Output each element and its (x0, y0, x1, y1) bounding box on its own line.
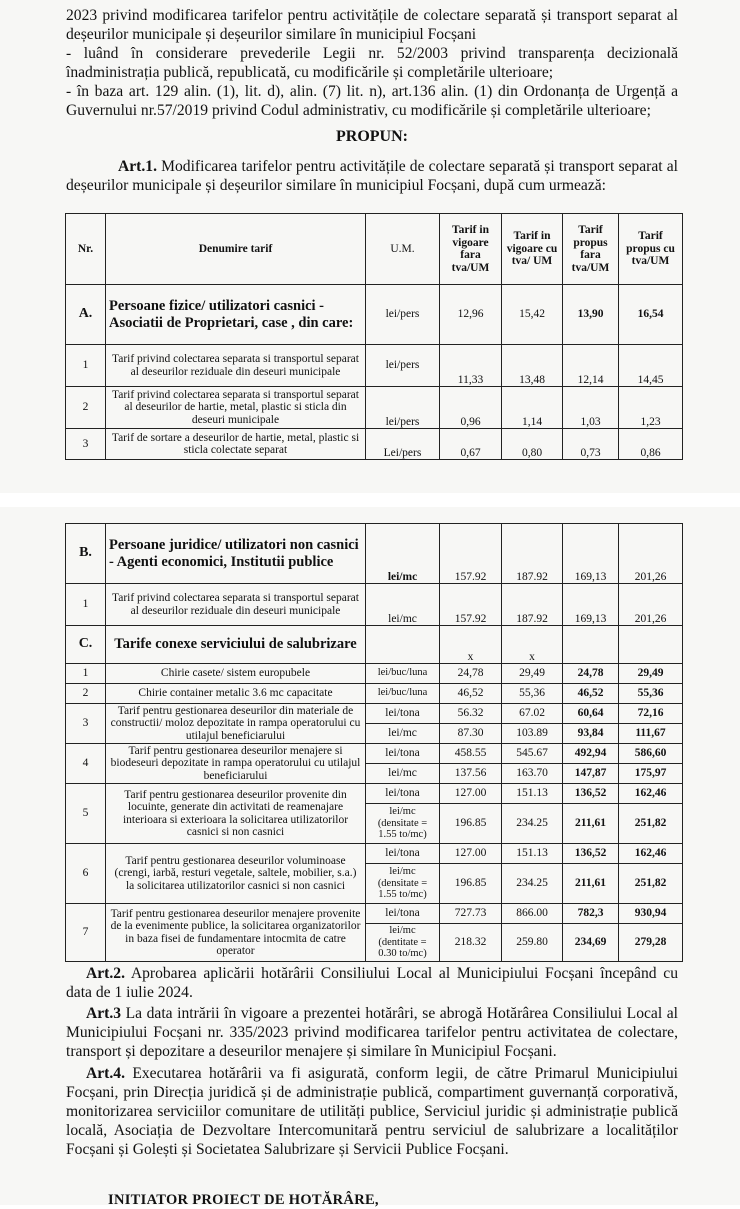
section-c-v1: x (440, 626, 502, 664)
row-a1-nr: 1 (66, 345, 106, 387)
row-c1-v3: 24,78 (563, 664, 619, 684)
row-c4-v2-a: 545.67 (502, 744, 563, 764)
row-c3-nr: 3 (66, 704, 106, 744)
row-c4-v4-b: 175,97 (619, 764, 683, 784)
row-c7-um-a: lei/tona (366, 904, 440, 924)
row-c6-v2-b: 234.25 (502, 864, 563, 904)
row-c5-um-b: lei/mc (densitate = 1.55 to/mc) (366, 804, 440, 844)
row-a2-nr: 2 (66, 387, 106, 429)
section-a-nr: A. (66, 285, 106, 345)
row-b1-den: Tarif privind colectarea separata si transportul separat al deseurilor reziduale din deseuri municipale (106, 584, 366, 626)
row-c3-v1-a: 56.32 (440, 704, 502, 724)
initiator-signature-heading: INITIATOR PROIECT DE HOTĂRÂRE, (108, 1192, 379, 1208)
section-b-v3: 169,13 (563, 524, 619, 584)
section-a-um: lei/pers (366, 285, 440, 345)
row-c5-v3-b: 211,61 (563, 804, 619, 844)
row-c4-um-a: lei/tona (366, 744, 440, 764)
document-page-top (0, 0, 740, 493)
row-c7-v3-b: 234,69 (563, 924, 619, 962)
row-c2-den: Chirie container metalic 3.6 mc capacitate (106, 684, 366, 704)
header-tarif-propus-fara-tva: Tarif propus fara tva/UM (563, 214, 619, 285)
row-c2-nr: 2 (66, 684, 106, 704)
row-c5-v2-b: 234.25 (502, 804, 563, 844)
row-b1-v3: 169,13 (563, 584, 619, 626)
header-tarif-vigoare-cu-tva: Tarif in vigoare cu tva/ UM (502, 214, 563, 285)
document-page-bottom (0, 507, 740, 1205)
row-a2-um: lei/pers (366, 387, 440, 429)
row-c6-v1-b: 196.85 (440, 864, 502, 904)
row-c3-v3-b: 93,84 (563, 724, 619, 744)
row-c4-den: Tarif pentru gestionarea deseurilor menajere si biodeseuri depozitate in rampa operatorului cu utilajul beneficiarului (106, 744, 366, 784)
row-c4-v3-a: 492,94 (563, 744, 619, 764)
row-c1-um: lei/buc/luna (366, 664, 440, 684)
section-c-title: Tarife conexe serviciului de salubrizare (106, 626, 366, 664)
row-c1-den: Chirie casete/ sistem europubele (106, 664, 366, 684)
row-b1-v2: 187.92 (502, 584, 563, 626)
row-a1-v4: 14,45 (619, 345, 683, 387)
intro-line-3: - în baza art. 129 alin. (1), lit. d), alin. (7) lit. n), art.136 alin. (1) din Ordonanța de Urgență a Guvernului nr.57/2019 privind Codul administrativ, cu modificările și completările ulterioare; (66, 83, 678, 119)
article-4-text: Executarea hotărârii va fi asigurată, conform legii, de către Primarul Municipiului Focșani, prin Direcția juridică și de administrație publică, compartiment guvernanță corporativă, monitorizarea serviciilor comunitare de utilități publice, Serviciul juridic și administrație publică locală, Asociația de Dezvoltare Intercomunitară pentru serviciul de salubrizare a localităților Focșani și Golești și Societatea Salubrizare și Servicii Publice Focșani. (66, 1065, 678, 1158)
article-2 (66, 964, 678, 1002)
section-b-row (66, 524, 683, 584)
article-3 (66, 1004, 678, 1061)
row-c4-v3-b: 147,87 (563, 764, 619, 784)
tariff-table-part-1 (65, 213, 683, 460)
article-2-label: Art.2. (86, 965, 125, 982)
row-c2-v3: 46,52 (563, 684, 619, 704)
row-b1-v1: 157.92 (440, 584, 502, 626)
article-3-text: La data intrării în vigoare a prezentei hotărâri, se abrogă Hotărârea Consiliului Local al Municipiului Focșani nr. 335/2023 privind modificarea tarifelor pentru activitatea de colectare, transport și depozitare a deseurilor menajere și similare în Municipiul Focșani. (66, 1005, 678, 1060)
row-c3-v3-a: 60,64 (563, 704, 619, 724)
propun-heading: PROPUN: (336, 128, 408, 145)
article-2-text: Aprobarea aplicării hotărârii Consiliului Local al Municipiului Focșani începând cu data de 1 iulie 2024. (66, 965, 678, 1001)
row-c5-den: Tarif pentru gestionarea deseurilor provenite din locuinte, generate din activitati de reamenajare interioara si exterioara la solicitarea utilizatorilor casnici si non casnici (106, 784, 366, 844)
row-c7-v1-a: 727.73 (440, 904, 502, 924)
article-4-label: Art.4. (86, 1065, 125, 1082)
section-c-v4 (619, 626, 683, 664)
row-c2-v2: 55,36 (502, 684, 563, 704)
row-a3-v3: 0,73 (563, 429, 619, 460)
section-b-v2: 187.92 (502, 524, 563, 584)
row-c6-nr: 6 (66, 844, 106, 904)
row-c3-v2-b: 103.89 (502, 724, 563, 744)
row-a2-den: Tarif privind colectarea separata si transportul separat al deseurilor de hartie, metal, plastic si sticla din deseuri municipale (106, 387, 366, 429)
row-b1-nr: 1 (66, 584, 106, 626)
table-row (66, 664, 683, 684)
row-c1-v1: 24,78 (440, 664, 502, 684)
row-c3-um-b: lei/mc (366, 724, 440, 744)
row-a2-v1: 0,96 (440, 387, 502, 429)
row-c3-v4-b: 111,67 (619, 724, 683, 744)
header-tarif-vigoare-fara-tva: Tarif in vigoare fara tva/UM (440, 214, 502, 285)
table-row (66, 429, 683, 460)
table-row (66, 904, 683, 924)
intro-line-2: - luând în considerare prevederile Legii nr. 52/2003 privind transparența decizională înadministrația publică, republicată, cu modificările și completările ulterioare; (66, 45, 678, 81)
row-c2-um: lei/buc/luna (366, 684, 440, 704)
section-b-um: lei/mc (366, 524, 440, 584)
row-a1-v3: 12,14 (563, 345, 619, 387)
row-c6-v4-a: 162,46 (619, 844, 683, 864)
section-b-title: Persoane juridice/ utilizatori non casnici - Agenti economici, Institutii publice (106, 524, 366, 584)
row-a3-v4: 0,86 (619, 429, 683, 460)
row-c5-um-a: lei/tona (366, 784, 440, 804)
row-a1-v1: 11,33 (440, 345, 502, 387)
row-c4-v1-b: 137.56 (440, 764, 502, 784)
article-4 (66, 1064, 678, 1159)
table-row (66, 345, 683, 387)
row-c4-v1-a: 458.55 (440, 744, 502, 764)
row-a3-den: Tarif de sortare a deseurilor de hartie, metal, plastic si sticla colectate separat (106, 429, 366, 460)
section-b-v1: 157.92 (440, 524, 502, 584)
row-c6-den: Tarif pentru gestionarea deseurilor voluminoase (crengi, iarbă, resturi vegetale, saltele, mobilier, s.a.) la solicitarea utilizatorilor casnici si non casnici (106, 844, 366, 904)
row-c3-um-a: lei/tona (366, 704, 440, 724)
section-c-v2: x (502, 626, 563, 664)
section-a-v3: 13,90 (563, 285, 619, 345)
row-a1-v2: 13,48 (502, 345, 563, 387)
row-c1-v4: 29,49 (619, 664, 683, 684)
header-tarif-propus-cu-tva: Tarif propus cu tva/UM (619, 214, 683, 285)
row-c7-den: Tarif pentru gestionarea deseurilor menajere provenite de la evenimente publice, la solicitarea organizatorilor in baza fisei de fundamentare intocmita de catre operator (106, 904, 366, 962)
row-a3-um: Lei/pers (366, 429, 440, 460)
row-a2-v4: 1,23 (619, 387, 683, 429)
row-c3-v1-b: 87.30 (440, 724, 502, 744)
row-c6-um-a: lei/tona (366, 844, 440, 864)
row-c6-v3-a: 136,52 (563, 844, 619, 864)
section-c-um (366, 626, 440, 664)
row-c5-v1-a: 127.00 (440, 784, 502, 804)
row-c7-v4-b: 279,28 (619, 924, 683, 962)
row-c4-um-b: lei/mc (366, 764, 440, 784)
section-c-v3 (563, 626, 619, 664)
row-c6-v1-a: 127.00 (440, 844, 502, 864)
section-a-v1: 12,96 (440, 285, 502, 345)
row-a3-v1: 0,67 (440, 429, 502, 460)
row-c5-nr: 5 (66, 784, 106, 844)
row-b1-um: lei/mc (366, 584, 440, 626)
article-1-text: Modificarea tarifelor pentru activitățile de colectare separată și transport separat al deșeurilor municipale și deșeurilor similare în municipiul Focșani, după cum urmează: (66, 158, 678, 194)
section-c-nr: C. (66, 626, 106, 664)
row-c6-v3-b: 211,61 (563, 864, 619, 904)
row-c2-v4: 55,36 (619, 684, 683, 704)
tariff-table-part-2 (65, 523, 683, 962)
table-row (66, 684, 683, 704)
table-row (66, 387, 683, 429)
row-c1-nr: 1 (66, 664, 106, 684)
table-row (66, 704, 683, 724)
row-c7-v2-a: 866.00 (502, 904, 563, 924)
row-a3-v2: 0,80 (502, 429, 563, 460)
header-um: U.M. (366, 214, 440, 285)
row-a1-um: lei/pers (366, 345, 440, 387)
section-a-v2: 15,42 (502, 285, 563, 345)
row-a2-v2: 1,14 (502, 387, 563, 429)
section-a-v4: 16,54 (619, 285, 683, 345)
page-separator (0, 493, 740, 507)
row-c5-v3-a: 136,52 (563, 784, 619, 804)
section-a-row (66, 285, 683, 345)
row-c5-v4-b: 251,82 (619, 804, 683, 844)
section-a-title: Persoane fizice/ utilizatori casnici - Asociatii de Proprietari, case , din care: (106, 285, 366, 345)
row-a2-v3: 1,03 (563, 387, 619, 429)
table-row (66, 744, 683, 764)
row-c7-v4-a: 930,94 (619, 904, 683, 924)
row-c2-v1: 46,52 (440, 684, 502, 704)
table-row (66, 584, 683, 626)
row-c4-v2-b: 163.70 (502, 764, 563, 784)
row-c4-nr: 4 (66, 744, 106, 784)
row-b1-v4: 201,26 (619, 584, 683, 626)
row-c7-um-b: lei/mc (dentitate = 0.30 to/mc) (366, 924, 440, 962)
row-c5-v4-a: 162,46 (619, 784, 683, 804)
intro-line-1: 2023 privind modificarea tarifelor pentru activitățile de colectare separată și transport separat al deșeurilor municipale și deșeurilor similare în municipiul Focșani (66, 7, 678, 43)
section-b-nr: B. (66, 524, 106, 584)
row-c5-v2-a: 151.13 (502, 784, 563, 804)
section-b-v4: 201,26 (619, 524, 683, 584)
row-c3-v2-a: 67.02 (502, 704, 563, 724)
row-c6-v2-a: 151.13 (502, 844, 563, 864)
section-c-row (66, 626, 683, 664)
row-c7-nr: 7 (66, 904, 106, 962)
header-nr: Nr. (66, 214, 106, 285)
row-c4-v4-a: 586,60 (619, 744, 683, 764)
article-1 (66, 157, 678, 195)
row-c6-um-b: lei/mc (densitate = 1.55 to/mc) (366, 864, 440, 904)
row-a1-den: Tarif privind colectarea separata si transportul separat al deseurilor reziduale din deseuri municipale (106, 345, 366, 387)
row-c3-v4-a: 72,16 (619, 704, 683, 724)
row-c1-v2: 29,49 (502, 664, 563, 684)
table-header-row (66, 214, 683, 285)
row-c6-v4-b: 251,82 (619, 864, 683, 904)
table-row (66, 784, 683, 804)
row-c7-v1-b: 218.32 (440, 924, 502, 962)
row-a3-nr: 3 (66, 429, 106, 460)
row-c5-v1-b: 196.85 (440, 804, 502, 844)
row-c7-v3-a: 782,3 (563, 904, 619, 924)
article-1-label: Art.1. (118, 158, 157, 175)
table-row (66, 844, 683, 864)
article-3-label: Art.3 (86, 1005, 122, 1022)
row-c7-v2-b: 259.80 (502, 924, 563, 962)
header-denumire: Denumire tarif (106, 214, 366, 285)
row-c3-den: Tarif pentru gestionarea deseurilor din materiale de constructii/ moloz depozitate in rampa operatorului cu utilajul beneficiarului (106, 704, 366, 744)
